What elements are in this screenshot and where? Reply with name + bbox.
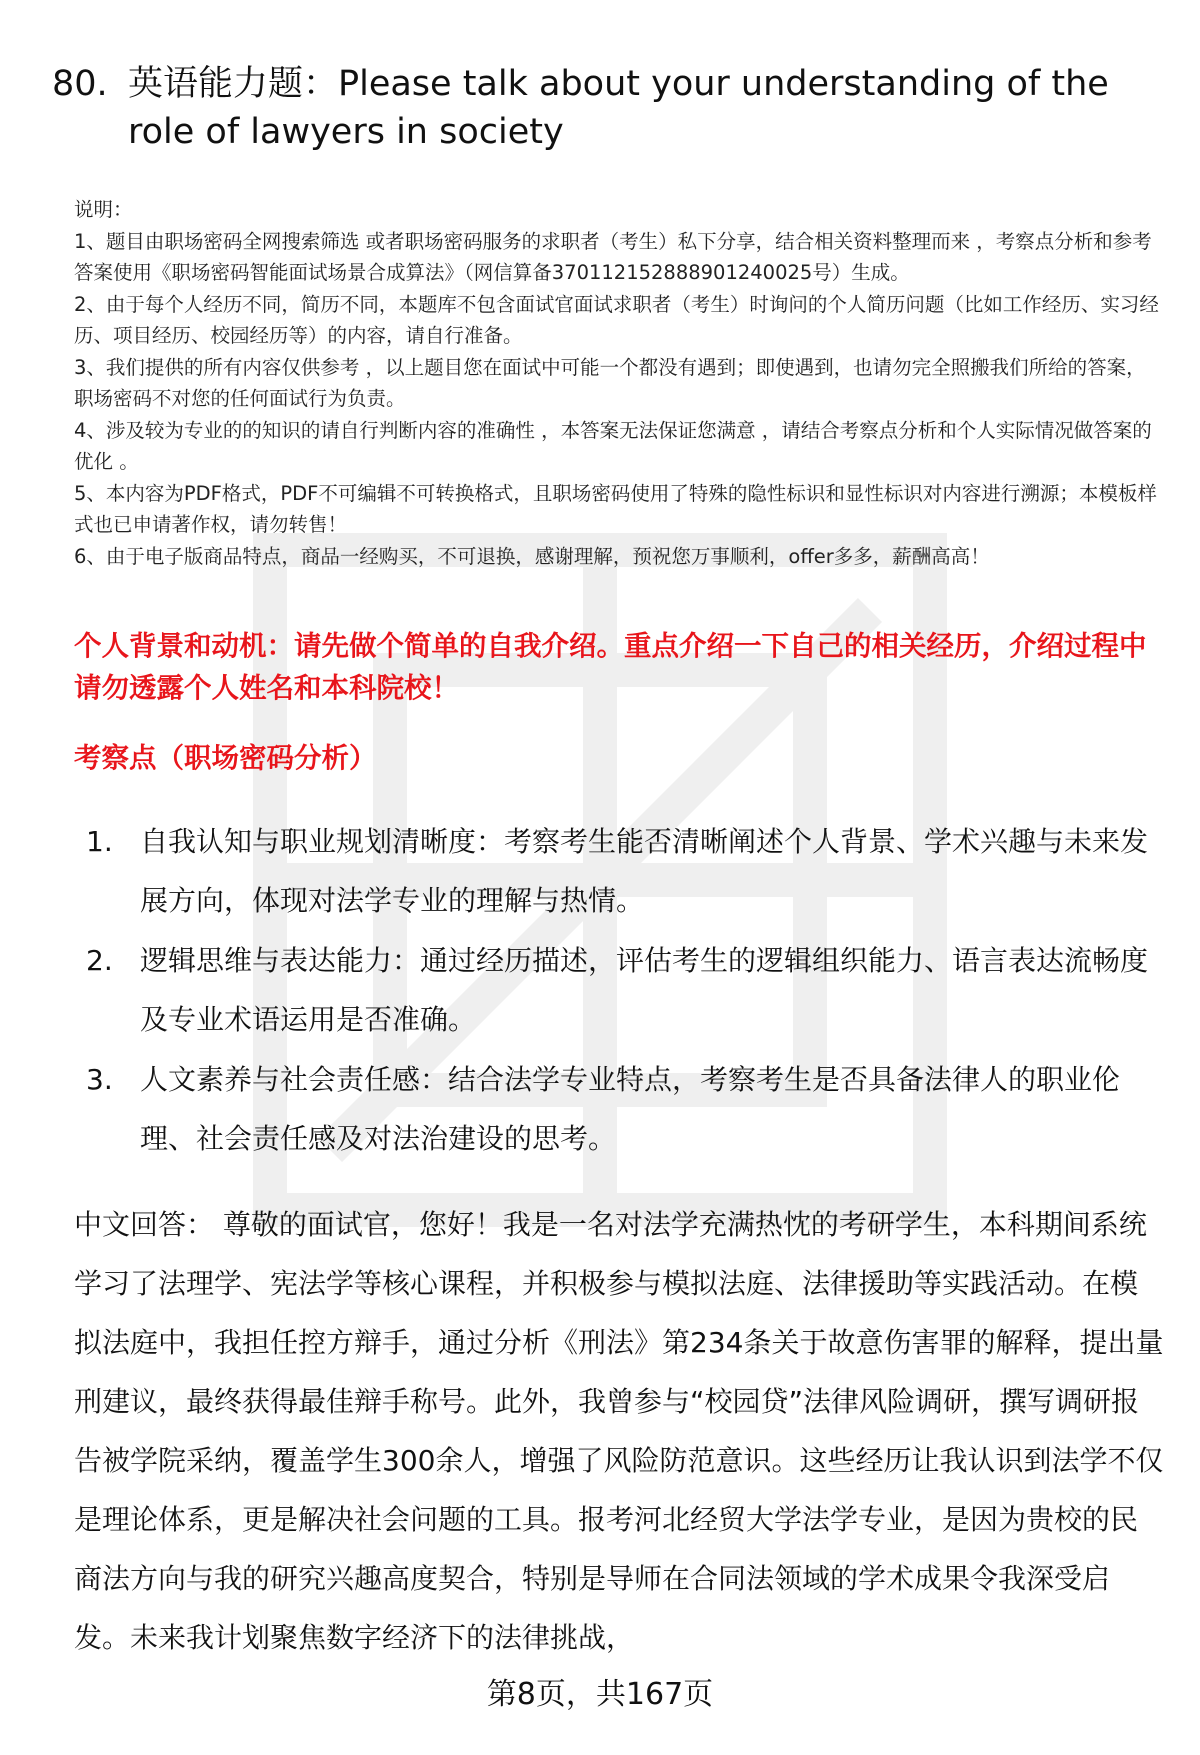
note-item: 6、由于电子版商品特点，商品一经购买，不可退换，感谢理解，预祝您万事顺利，offer多多，薪酬高高！ [74, 544, 990, 568]
notes-block [74, 194, 1160, 572]
motivation-heading: 个人背景和动机：请先做个简单的自我介绍。重点介绍一下自己的相关经历，介绍过程中请勿透露个人姓名和本科院校！ [74, 630, 1147, 704]
points-title: 考察点（职场密码分析） [74, 742, 377, 774]
note-item: 5、本内容为PDF格式，PDF不可编辑不可转换格式，且职场密码使用了特殊的隐性标识和显性标识对内容进行溯源；本模板样式也已申请著作权，请勿转售！ [74, 481, 1157, 536]
note-item: 2、由于每个人经历不同，简历不同，本题库不包含面试官面试求职者（考生）时询问的个人简历问题（比如工作经历、实习经历、项目经历、校园经历等）的内容，请自行准备。 [74, 292, 1159, 347]
point-text: 逻辑思维与表达能力：通过经历描述，评估考生的逻辑组织能力、语言表达流畅度及专业术语运用是否准确。 [140, 944, 1149, 1036]
point-item [74, 812, 1164, 930]
answer-paragraph: 中文回答： 尊敬的面试官，您好！我是一名对法学充满热忱的考研学生，本科期间系统学习了法理学、宪法学等核心课程，并积极参与模拟法庭、法律援助等实践活动。在模拟法庭中，我担任控方辩手，通过分析《刑法》第234条关于故意伤害罪的解释，提出量刑建议，最终获得最佳辩手称号。此外，我曾参与“校园贷”法律风险调研，撰写调研报告被学院采纳，覆盖学生300余人，增强了风险防范意识。这些经历让我认识到法学不仅是理论体系，更是解决社会问题的工具。报考河北经贸大学法学专业，是因为贵校的民商法方向与我的研究兴趣高度契合，特别是导师在合同法领域的学术成果令我深受启发。未来我计划聚焦数字经济下的法律挑战， [74, 1208, 1164, 1654]
page-footer: 第8页，共167页 [486, 1677, 714, 1712]
question-number: 80. [52, 64, 108, 104]
point-text: 自我认知与职业规划清晰度：考察考生能否清晰阐述个人背景、学术兴趣与未来发展方向，体现对法学专业的理解与热情。 [140, 825, 1149, 917]
points-list [74, 812, 1164, 1169]
notes-heading: 说明： [74, 198, 133, 221]
point-number: 1. [86, 825, 113, 858]
point-number: 2. [86, 944, 113, 977]
note-item: 4、涉及较为专业的的知识的请自行判断内容的准确性 ，本答案无法保证您满意 ，请结合考察点分析和个人实际情况做答案的优化 。 [74, 418, 1152, 473]
question-text: 英语能力题：Please talk about your understanding of the role of lawyers in society [128, 64, 1109, 152]
point-item [74, 931, 1164, 1049]
point-item [74, 1050, 1164, 1168]
question-title [52, 60, 1152, 156]
note-item: 3、我们提供的所有内容仅供参考 ，以上题目您在面试中可能一个都没有遇到；即使遇到，也请勿完全照搬我们所给的答案，职场密码不对您的任何面试行为负责。 [74, 355, 1146, 410]
point-text: 人文素养与社会责任感：结合法学专业特点，考察考生是否具备法律人的职业伦理、社会责任感及对法治建设的思考。 [140, 1063, 1121, 1155]
note-item: 1、题目由职场密码全网搜索筛选 或者职场密码服务的求职者（考生）私下分享，结合相关资料整理而来 ，考察点分析和参考答案使用《职场密码智能面试场景合成算法》（网信算备370112152888901240025号）生成。 [74, 229, 1152, 284]
point-number: 3. [86, 1063, 113, 1096]
